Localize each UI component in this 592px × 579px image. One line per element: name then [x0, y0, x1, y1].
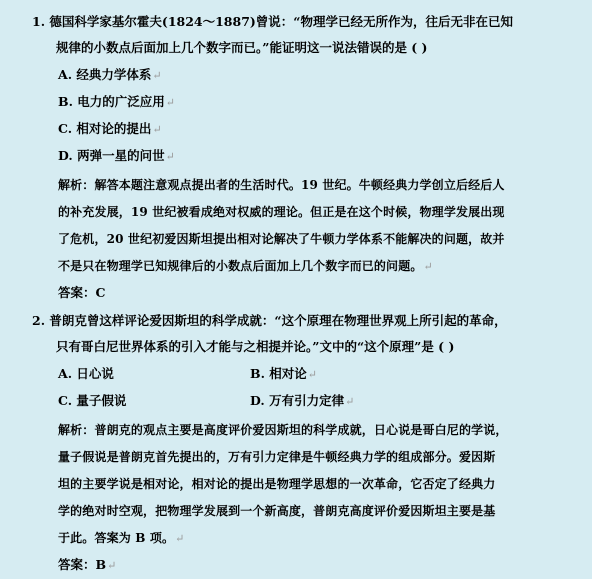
- question-2-option-d: D. 万有引力定律↵: [250, 393, 355, 408]
- paragraph-mark-icon: ↵: [107, 559, 117, 572]
- question-1-answer: 答案：C: [58, 285, 106, 300]
- question-1-explanation-line-2: 的补充发展，19 世纪被看成绝对权威的理论。但正是在这个时候，物理学发展出现: [58, 205, 505, 219]
- question-1-explanation-line-4: 不是只在物理学已知规律后的小数点后面加上几个数字而已的问题。↵: [58, 259, 433, 273]
- paragraph-mark-icon: ↵: [152, 123, 162, 136]
- question-1-explanation-line-1: 解析：解答本题注意观点提出者的生活时代。19 世纪。牛顿经典力学创立后经后人: [58, 178, 505, 192]
- question-2-explanation-line-4: 学的绝对时空观，把物理学发展到一个新高度，普朗克高度评价爱因斯坦主要是基: [58, 504, 496, 518]
- question-2-explanation-line-1: 解析：普朗克的观点主要是高度评价爱因斯坦的科学成就，日心说是哥白尼的学说，: [58, 423, 508, 437]
- question-2-explanation-line-5: 于此。答案为 B 项。↵: [58, 531, 185, 545]
- question-2-stem-line-1: 2. 普朗克曾这样评论爱因斯坦的科学成就：“这个原理在物理世界观上所引起的革命，: [32, 313, 507, 328]
- question-1-stem-line-2: 规律的小数点后面加上几个数字而已。”能证明这一说法错误的是 ( ): [56, 40, 428, 55]
- paragraph-mark-icon: ↵: [175, 532, 185, 545]
- question-2-answer: 答案：B↵: [58, 557, 117, 572]
- question-1-explanation-line-3: 了危机，20 世纪初爱因斯坦提出相对论解决了牛顿力学体系不能解决的问题，故并: [58, 232, 505, 246]
- question-1-option-b: B. 电力的广泛应用↵: [58, 94, 175, 109]
- question-1-option-a: A. 经典力学体系↵: [58, 67, 162, 82]
- question-1-option-d: D. 两弹一星的问世↵: [58, 148, 175, 163]
- paragraph-mark-icon: ↵: [345, 395, 355, 408]
- question-1-stem-line-1: 1. 德国科学家基尔霍夫(1824～1887)曾说：“物理学已经无所作为，往后无非在已知: [32, 14, 514, 29]
- question-2-stem-line-2: 只有哥白尼世界体系的引入才能与之相提并论。”文中的“这个原理”是 ( ): [56, 339, 455, 354]
- paragraph-mark-icon: ↵: [165, 150, 175, 163]
- question-1-option-c: C. 相对论的提出↵: [58, 121, 162, 136]
- question-2-option-a: A. 日心说: [58, 366, 114, 381]
- question-2-option-c: C. 量子假说: [58, 393, 127, 408]
- paragraph-mark-icon: ↵: [423, 260, 433, 273]
- paragraph-mark-icon: ↵: [152, 69, 162, 82]
- question-2-explanation-line-2: 量子假说是普朗克首先提出的，万有引力定律是牛顿经典力学的组成部分。爱因斯: [58, 450, 496, 464]
- question-2-option-b: B. 相对论↵: [250, 366, 317, 381]
- paragraph-mark-icon: ↵: [165, 96, 175, 109]
- question-2-explanation-line-3: 坦的主要学说是相对论，相对论的提出是物理学思想的一次革命，它否定了经典力: [58, 477, 496, 491]
- paragraph-mark-icon: ↵: [307, 368, 317, 381]
